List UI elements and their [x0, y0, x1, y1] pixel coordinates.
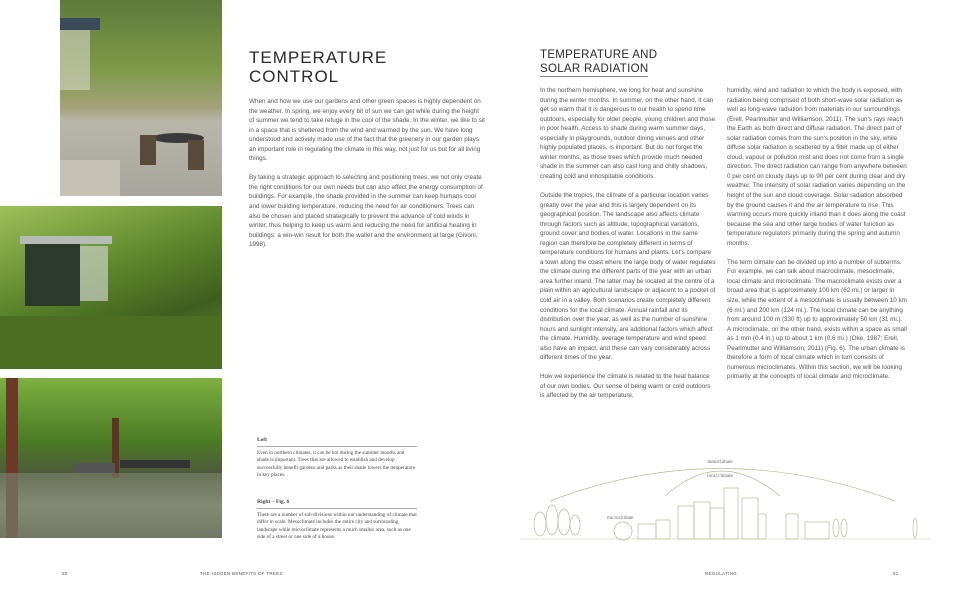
patio-table-illustration	[60, 0, 222, 196]
caption-left: Left Even in northern climates, it can be hot during the summer months and shade is important. Trees that are allowed to establish and develop successfully benefit gardens and parks as their shade lowers the temperature in key places.	[257, 437, 416, 478]
shed-illustration	[0, 206, 222, 369]
body-column-1: In the northern hemisphere, we long for heat and sunshine during the winter months. In summer, on the other hand, it can get so warm that it is dangerous to our health to spend time outdoors, especially for older people, young children and those in poor health. Access to shade during warm summer days, especially in playgrounds, outdoor dining venues and other highly populated places, is important. But do not forget the winter months, as those trees which provide much needed shade in the summer can also cast long and chilly shadows, creating cold and inhospitable conditions. Outside the tropics, the climate of a particular location varies greatly over the year and this is largely dependent on its geographical position. The landscape also affects climate through factors such as altitude, topographical variations, ground cover and bodies of water. Locations in the same region can therefore be completely different in terms of temperature conditions for humans and plants. Let's compare a town along the coast where the large body of water regulates the climate during the different parts of the year with an urban area further inland. The latter may be located at the centre of a plain within an agricultural landscape or adjacent to a pocket of cold air in a valley. Both scenarios create completely different conditions for the local climate. Annual rainfall and its distribution over the year, as well as the number of sunshine hours and sunlight intensity, are additional factors which affect the climate. Humidity, average temperature and wind speed also have an impact, and these can vary considerably across different times of the year. How we experience the climate is related to the heat balance of our own bodies. Our sense of being warm or cold outdoors is affected by the air temperature,	[540, 87, 716, 400]
section-title: TEMPERATURE AND SOLAR RADIATION	[540, 49, 657, 77]
garden-shed-photo	[0, 206, 222, 369]
running-head-right: REGULATING	[705, 571, 737, 576]
running-head-left: THE HIDDEN BENEFITS OF TREES	[200, 571, 283, 576]
caption-fig6: Right – Fig. 6 There are a number of sub-divisions within our understanding of climate that differ in scale. Mesoclimate includes the entire city and surrounding landscape while microclimate represents a much smaller area, such as one side of a street or one side of a house.	[257, 499, 417, 540]
intro-text: When and how we use our gardens and other green spaces is highly dependent on the weather. In spring, we enjoy every bit of sun we can get while during the height of summer we tend to take refuge in the cool of the shade. In the winter, we like to sit in a space that is sheltered from the wind and warmed by the sun. We have long understood and actively made use of the fact that the greenery in our garden plays an important role in regulating the climate in this way, not just for us but for all living things. By taking a strategic approach to selecting and positioning trees, we not only create the right conditions for our own needs but can also affect the energy consumption of buildings. For example, the shade provided in the summer can keep humans cool and lower building temperature, reducing the need for air conditioners. Trees can also be chosen and placed strategically to prevent the advance of cold winds in winter, thus helping to keep us warm and reducing the need for artificial heating in buildings: a win-win result for both the wallet and the environment at large (Givoni, 1998).	[249, 98, 485, 249]
garden-patio-photo	[60, 0, 222, 196]
climate-scale-figure	[520, 446, 930, 546]
microclimate-circle	[614, 522, 632, 540]
body-column-2: humidity, wind and radiation to which the body is exposed, with radiation being comprised of both short-wave solar radiation as well as long-wave radiation from materials in our surroundings (Erell, Pearlmutter and Williamson, 2011). The sun's rays reach the Earth as both direct and diffuse radiation. The direct part of solar radiation comes from the sun's position in the sky, while diffuse solar radiation is scattered by a filter made up of either cloud, vapour or pollution mist and does not come from a single direction. The direct radiation can range from anywhere between 0 per cent on cloudy days up to 90 per cent during clear and dry weather. The intensity of solar radiation varies depending on the height of the sun and cloud coverage. Solar radiation absorbed by the ground causes it and the air temperature to rise. This warming occurs more quickly inland than it does along the coast because the sea and other large bodies of water function as temperature regulators primarily during the spring and autumn months. The term climate can be divided up into a number of subterms. For example, we can talk about macroclimate, mesoclimate, local climate and microclimate. The macroclimate exists over a broad area that is approximately 100 km (62 mi.) or larger in size, while the extent of a mesoclimate is usually between 10 km (6 mi.) and 200 km (124 mi.). The local climate can be anything from around 100 m (330 ft) up to approximately 50 km (31 mi.). A microclimate, on the other hand, exists within a space as small as 1 mm (0.4 in.) up to about 1 km (0.6 mi.) (Oke, 1987; Erell, Pearlmutter and Williamson, 2011) (Fig. 6). The urban climate is therefore a form of local climate which in turn consists of numerous microclimates. Within this section, we will be looking primarily at the concepts of local climate and microclimate.	[727, 87, 907, 381]
label-microclimate: microclimate	[607, 516, 634, 521]
city-buildings	[638, 488, 829, 539]
tree-shaded-plaza-photo	[0, 378, 222, 538]
trees-left	[534, 505, 580, 536]
trees-right	[833, 518, 917, 538]
page-number-right: 51	[893, 571, 899, 576]
label-local-climate: local climate	[707, 474, 733, 479]
plaza-trees-illustration	[0, 378, 222, 538]
page-number-left: 50	[62, 571, 68, 576]
label-mesoclimate: mesoclimate	[707, 460, 733, 465]
page-title: TEMPERATURE CONTROL	[249, 48, 388, 86]
